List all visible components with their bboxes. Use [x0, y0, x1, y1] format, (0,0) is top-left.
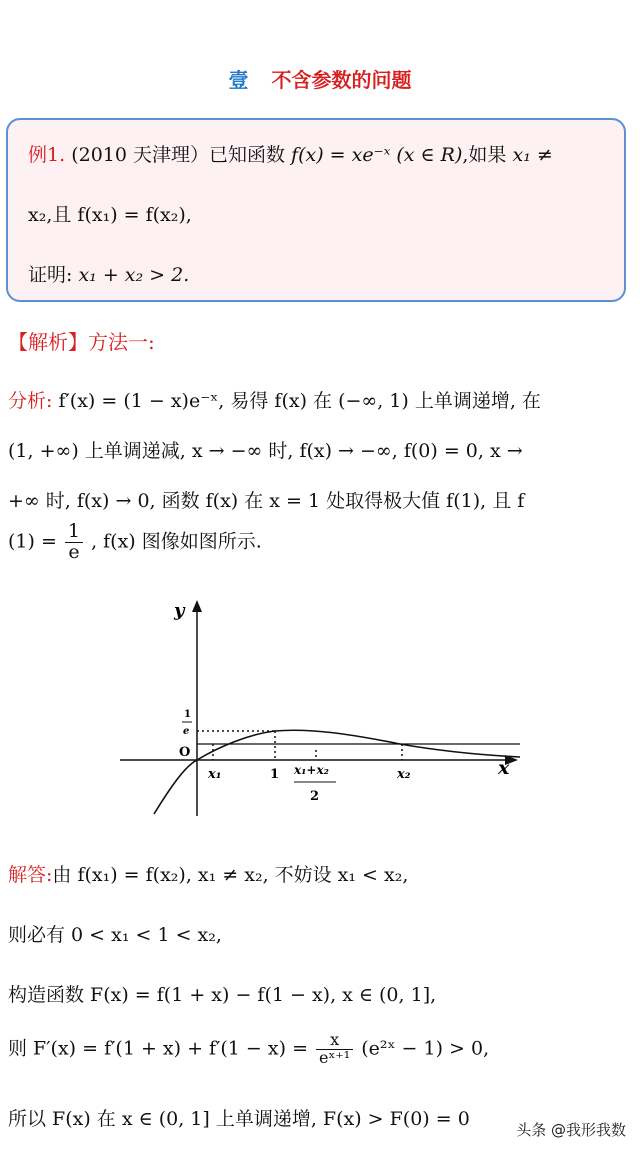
- section-number: 壹: [228, 68, 249, 92]
- peak-denominator: e: [183, 726, 190, 737]
- answer-line-4: [8, 1032, 489, 1067]
- analysis-fraction: [65, 522, 83, 563]
- answer-label: 解答:: [8, 864, 53, 886]
- analysis-label: 分析:: [8, 390, 53, 412]
- source-watermark: 头条 @我形我数: [516, 1121, 626, 1139]
- analysis-text-1: f′(x) = (1 − x)e⁻ˣ, 易得 f(x) 在 (−∞, 1) 上单调递增, 在: [58, 390, 541, 412]
- answer-line-5: 所以 F(x) 在 x ∈ (0, 1] 上单调递增, F(x) > F(0) = 0: [8, 1108, 470, 1130]
- analysis-text-4b: , f(x) 图像如图所示.: [91, 530, 262, 553]
- analysis-text-4a: (1) =: [8, 530, 57, 553]
- answer-line-2: 则必有 0 < x₁ < 1 < x₂,: [8, 924, 222, 946]
- mid-denominator: 2: [310, 789, 320, 804]
- example-condition: x₁ ≠: [512, 144, 553, 166]
- analysis-line-1: [8, 386, 541, 413]
- analysis-line-2: (1, +∞) 上单调递减, x → −∞ 时, f(x) → −∞, f(0) = 0, x →: [8, 440, 523, 462]
- example-box: [6, 118, 626, 302]
- example-line-2: x₂,且 f(x₁) = f(x₂),: [28, 204, 192, 226]
- example-line-3: [28, 260, 189, 287]
- answer-fraction-denominator: eˣ⁺¹: [319, 1047, 351, 1067]
- prove-statement: x₁ + x₂ > 2.: [78, 264, 190, 286]
- solution-header: [8, 326, 155, 355]
- answer-text-4a: 则 F′(x) = f′(1 + x) + f′(1 − x) =: [8, 1037, 308, 1060]
- fraction-denominator: e: [68, 540, 80, 563]
- solution-method: 方法一:: [88, 330, 155, 354]
- section-heading: 不含参数的问题: [271, 68, 412, 92]
- example-source: (2010 天津理）已知函数: [71, 144, 285, 166]
- fraction-numerator: 1: [65, 522, 83, 543]
- answer-line-3: 构造函数 F(x) = f(1 + x) − f(1 − x), x ∈ (0, 1],: [8, 984, 437, 1006]
- answer-text-4b: (e²ˣ − 1) > 0,: [361, 1037, 490, 1060]
- one-label: 1: [270, 767, 280, 782]
- example-function: f(x) = xe⁻ˣ (x ∈ R): [291, 144, 463, 166]
- x2-label: x₂: [397, 767, 411, 782]
- section-title: [0, 64, 640, 93]
- answer-fraction-numerator: x: [316, 1032, 353, 1050]
- example-label: 例1.: [28, 144, 66, 166]
- solution-bracket: 【解析】: [8, 330, 88, 354]
- prove-label: 证明:: [28, 264, 73, 286]
- analysis-line-4: [8, 522, 262, 563]
- mid-numerator: x₁+x₂: [294, 763, 329, 777]
- x1-label: x₁: [208, 767, 222, 782]
- example-line-1: [28, 140, 553, 167]
- peak-numerator: 1: [184, 709, 191, 720]
- answer-text-1: 由 f(x₁) = f(x₂), x₁ ≠ x₂, 不妨设 x₁ < x₂,: [52, 864, 409, 886]
- origin-label: O: [179, 745, 191, 760]
- x-label: x: [498, 757, 510, 779]
- y-label: y: [174, 600, 185, 621]
- function-graph: [110, 598, 530, 828]
- example-conj: ,如果: [462, 144, 507, 166]
- answer-line-1: [8, 860, 408, 887]
- y-axis-arrow: [192, 600, 202, 612]
- answer-fraction: [316, 1032, 353, 1067]
- analysis-line-3: +∞ 时, f(x) → 0, 函数 f(x) 在 x = 1 处取得极大值 f(1), 且 f: [8, 490, 525, 512]
